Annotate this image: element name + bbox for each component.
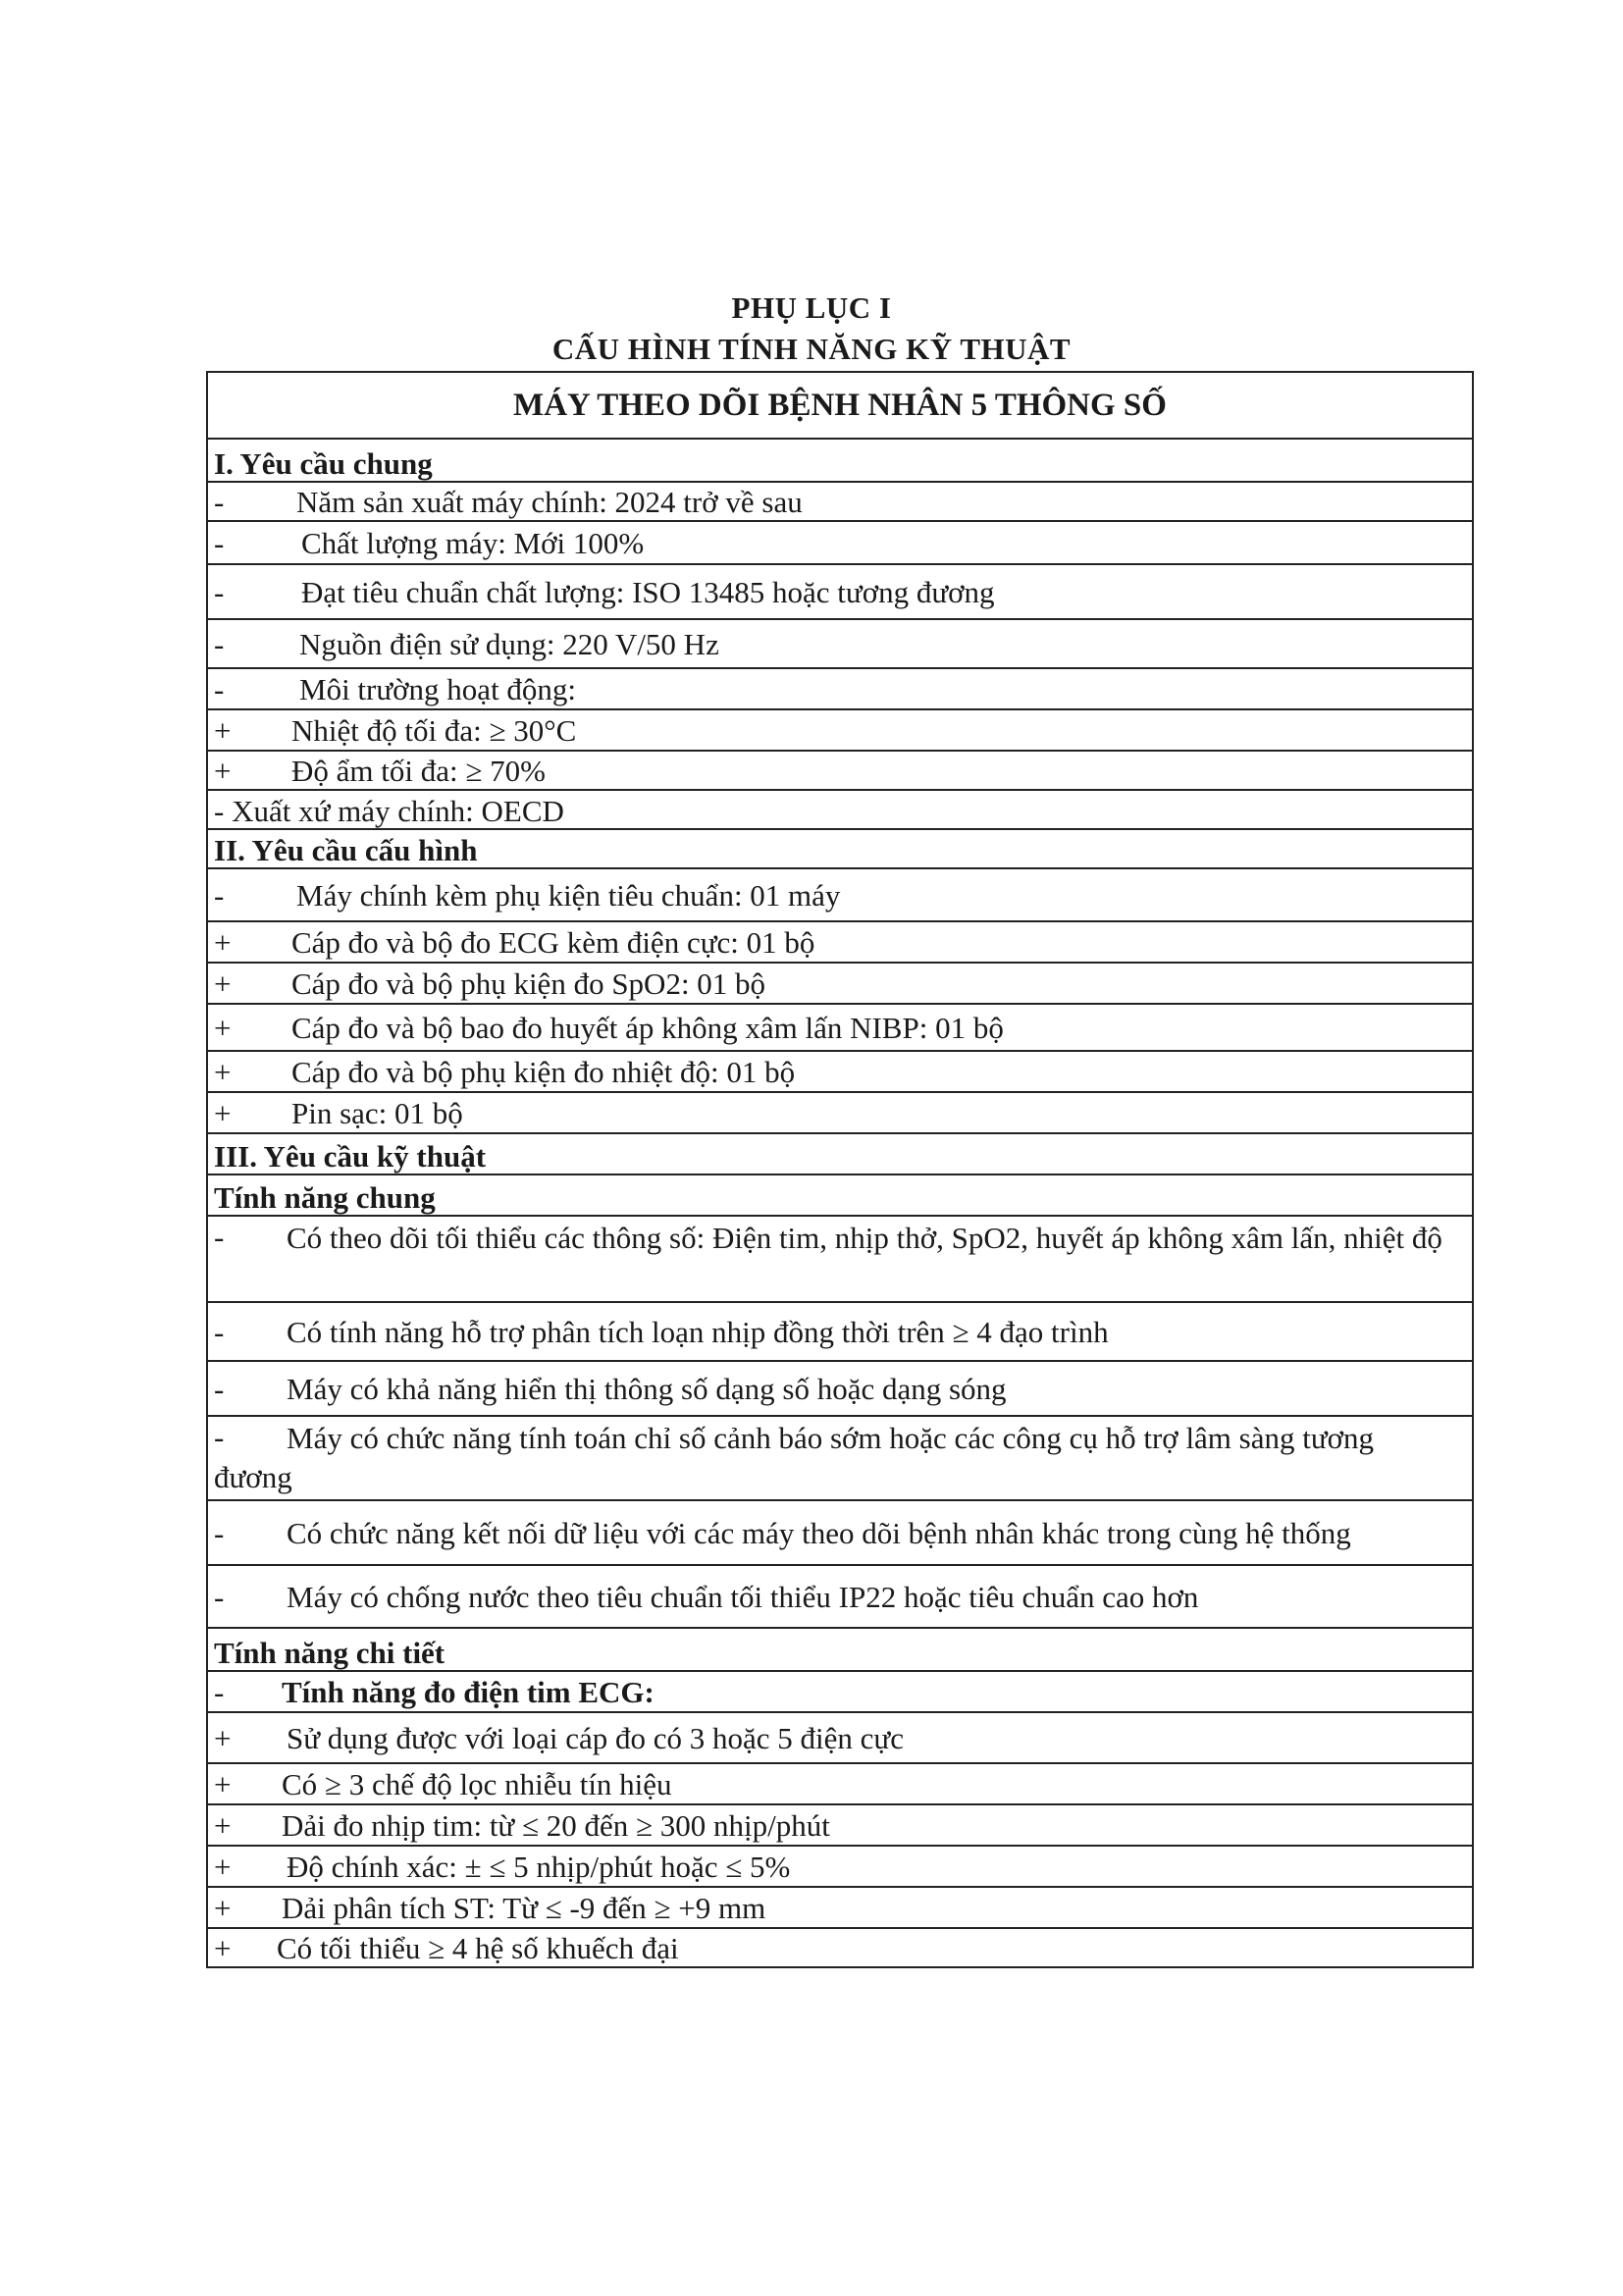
row-marker: + [214,713,232,748]
row-text: Cáp đo và bộ bao đo huyết áp không xâm lấn NIBP: 01 bộ [291,1011,1004,1045]
table-row [208,1052,1472,1093]
row-marker: - [214,1420,225,1454]
row-marker: + [214,1808,232,1843]
appendix-heading: PHỤ LỤC I [731,290,892,325]
table-row [208,1005,1472,1052]
table-row [208,1175,1472,1217]
row-text: Tính năng đo điện tim ECG: [282,1675,654,1709]
section-heading: Tính năng chi tiết [214,1636,445,1670]
row-marker: - [214,526,225,560]
table-row [208,1501,1472,1566]
section-heading: Tính năng chung [214,1180,436,1215]
row-marker: - [214,1516,225,1550]
row-text: Máy chính kèm phụ kiện tiêu chuẩn: 01 máy [296,878,841,913]
table-row [208,964,1472,1005]
table-row [208,565,1472,620]
table-row [208,752,1472,791]
row-text: Có ≥ 3 chế độ lọc nhiễu tín hiệu [282,1767,672,1801]
row-text: Pin sạc: 01 bộ [291,1096,463,1130]
row-marker: - [214,1580,225,1614]
row-marker: + [214,1096,232,1130]
row-text: Máy có khả năng hiển thị thông số dạng số hoặc dạng sóng [287,1372,1007,1406]
table-row [208,830,1472,869]
table-row [208,922,1472,964]
table-row [208,1566,1472,1629]
row-text: Có theo dõi tối thiểu các thông số: Điện tim, nhịp thở, SpO2, huyết áp không xâm lấn, nhiệt độ [287,1221,1442,1255]
row-marker: + [214,1055,232,1089]
table-row [208,1672,1472,1713]
table-row [208,1888,1472,1929]
table-row [208,1929,1472,1968]
row-text: Nhiệt độ tối đa: ≥ 30°C [291,713,577,748]
row-text: Máy có chống nước theo tiêu chuẩn tối thiểu IP22 hoặc tiêu chuẩn cao hơn [287,1580,1199,1614]
row-text: Sử dụng được với loại cáp đo có 3 hoặc 5 điện cực [287,1721,904,1755]
row-marker: - [214,1315,225,1349]
row-text: Có chức năng kết nối dữ liệu với các máy theo dõi bệnh nhân khác trong cùng hệ thống [287,1516,1351,1550]
table-row [208,483,1472,522]
row-marker: - [214,1372,225,1406]
table-row [208,1093,1472,1134]
row-marker: - [214,575,225,609]
row-marker: + [214,1767,232,1801]
row-text: Cáp đo và bộ phụ kiện đo SpO2: 01 bộ [291,966,766,1001]
row-text: Dải phân tích ST: Từ ≤ -9 đến ≥ +9 mm [282,1891,766,1925]
table-row [208,1362,1472,1417]
row-text: Độ ẩm tối đa: ≥ 70% [291,754,546,788]
row-marker: + [214,754,232,788]
row-text: Dải đo nhịp tim: từ ≤ 20 đến ≥ 300 nhịp/phút [282,1808,830,1843]
row-text: Chất lượng máy: Mới 100% [301,526,645,560]
row-text: Có tối thiểu ≥ 4 hệ số khuếch đại [277,1931,679,1965]
table-row [208,1847,1472,1888]
table-title: MÁY THEO DÕI BỆNH NHÂN 5 THÔNG SỐ [208,373,1472,440]
table-row [208,791,1472,830]
table-row [208,1217,1472,1303]
row-marker: + [214,1721,232,1755]
row-text: - Xuất xứ máy chính: OECD [214,794,564,828]
row-marker: - [214,1220,225,1254]
table-row [208,440,1472,483]
section-heading: I. Yêu cầu chung [214,446,433,481]
row-text: Có tính năng hỗ trợ phân tích loạn nhịp đồng thời trên ≥ 4 đạo trình [287,1315,1109,1349]
row-marker: + [214,966,232,1001]
table-row [208,522,1472,565]
row-text: Độ chính xác: ± ≤ 5 nhịp/phút hoặc ≤ 5% [287,1850,791,1884]
row-text: Máy có chức năng tính toán chỉ số cảnh báo sớm hoặc các công cụ hỗ trợ lâm sàng tương đương [214,1421,1375,1494]
row-text: Cáp đo và bộ phụ kiện đo nhiệt độ: 01 bộ [291,1055,796,1089]
table-row [208,620,1472,669]
row-marker: + [214,1931,232,1965]
row-text: Đạt tiêu chuẩn chất lượng: ISO 13485 hoặc tương đương [301,575,995,609]
row-marker: - [214,1675,225,1709]
table-row [208,1805,1472,1847]
table-row [208,869,1472,922]
row-marker: + [214,1011,232,1045]
table-row [208,669,1472,710]
table-row [208,1134,1472,1175]
appendix-subheading: CẤU HÌNH TÍNH NĂNG KỸ THUẬT [551,332,1072,366]
row-marker: + [214,1891,232,1925]
row-marker: - [214,627,225,661]
table-row [208,1764,1472,1805]
row-text: Nguồn điện sử dụng: 220 V/50 Hz [299,627,719,661]
table-row [208,1417,1472,1501]
table-row [208,710,1472,752]
table-row [208,1713,1472,1764]
section-heading: III. Yêu cầu kỹ thuật [214,1139,487,1174]
row-marker: + [214,925,232,960]
row-marker: - [214,485,225,519]
section-heading: II. Yêu cầu cấu hình [214,833,478,867]
row-marker: - [214,878,225,913]
row-text: Cáp đo và bộ đo ECG kèm điện cực: 01 bộ [291,925,815,960]
table-row [208,1303,1472,1362]
row-marker: + [214,1850,232,1884]
spec-table [206,371,1474,1968]
table-row [208,1629,1472,1672]
row-text: Môi trường hoạt động: [299,672,577,706]
row-marker: - [214,672,225,706]
row-text: Năm sản xuất máy chính: 2024 trở về sau [296,485,803,519]
